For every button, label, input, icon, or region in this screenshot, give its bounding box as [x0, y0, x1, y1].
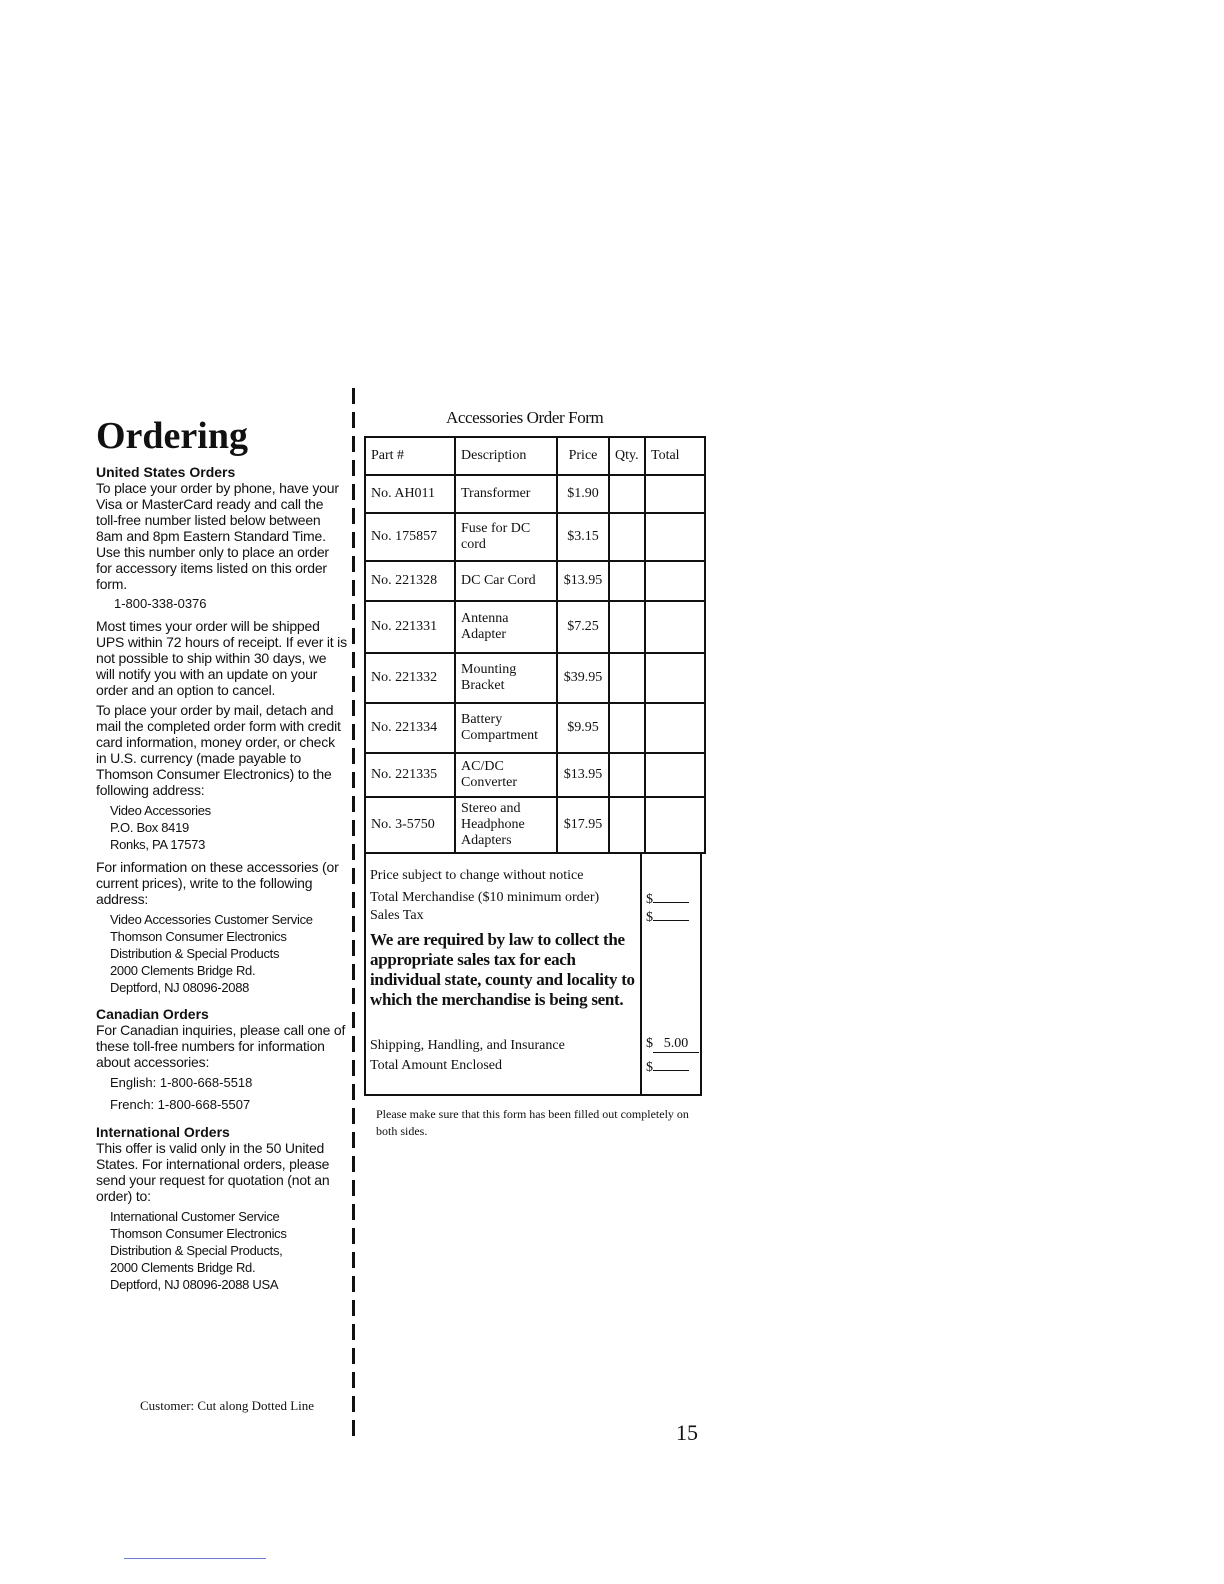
- table-row: [365, 753, 705, 797]
- canada-english-phone: English: 1-800-668-5518: [110, 1075, 253, 1090]
- table-row: [365, 653, 705, 703]
- item-price: $13.95: [557, 753, 609, 797]
- address-line: Distribution & Special Products: [110, 946, 280, 961]
- us-orders-phone-text: To place your order by phone, have your Visa or MasterCard ready and call the toll-free number listed below between 8am and 8pm Eastern Standard Time. Use this number only to place an order for accessory items listed on this order form.: [96, 480, 339, 592]
- dollar-sign: $: [646, 1036, 653, 1051]
- total-field[interactable]: [645, 561, 705, 601]
- item-price: $9.95: [557, 703, 609, 753]
- qty-field[interactable]: [609, 601, 645, 653]
- us-shipping-text: Most times your order will be shipped UPS within 72 hours of receipt. If ever it is not possible to ship within 30 days, we will notify you with an update on your order and an option to cancel.: [96, 618, 347, 698]
- address-line: Thomson Consumer Electronics: [110, 1226, 287, 1241]
- shipping-amount: [646, 1036, 699, 1053]
- shipping-value: 5.00: [653, 1036, 699, 1053]
- header-qty: Qty.: [609, 437, 645, 475]
- total-field[interactable]: [645, 513, 705, 561]
- header-total: Total: [645, 437, 705, 475]
- address-line: Thomson Consumer Electronics: [110, 929, 287, 944]
- item-description: Transformer: [455, 475, 557, 513]
- qty-field[interactable]: [609, 797, 645, 853]
- total-field[interactable]: [645, 601, 705, 653]
- order-summary: [364, 852, 702, 1096]
- item-price: $17.95: [557, 797, 609, 853]
- dollar-sign: $: [646, 1060, 653, 1075]
- qty-field[interactable]: [609, 653, 645, 703]
- canadian-orders-text: For Canadian inquiries, please call one of these toll-free numbers for information about accessories:: [96, 1022, 346, 1070]
- sales-tax-label: Sales Tax: [370, 908, 424, 923]
- part-number: No. 221332: [365, 653, 455, 703]
- us-phone-number: 1-800-338-0376: [114, 596, 207, 611]
- address-line: 2000 Clements Bridge Rd.: [110, 1260, 256, 1275]
- table-row: [365, 561, 705, 601]
- qty-field[interactable]: [609, 753, 645, 797]
- ordering-column: [96, 412, 348, 1299]
- header-part: Part #: [365, 437, 455, 475]
- item-description: Fuse for DC cord: [455, 513, 557, 561]
- order-form-title: Accessories Order Form: [446, 408, 604, 427]
- address-line: Ronks, PA 17573: [110, 837, 205, 852]
- total-field[interactable]: [645, 653, 705, 703]
- item-price: $1.90: [557, 475, 609, 513]
- item-description: Stereo and Headphone Adapters: [455, 797, 557, 853]
- part-number: No. 221335: [365, 753, 455, 797]
- part-number: No. AH011: [365, 475, 455, 513]
- address-line: Distribution & Special Products,: [110, 1243, 283, 1258]
- total-field[interactable]: [645, 753, 705, 797]
- item-description: Antenna Adapter: [455, 601, 557, 653]
- qty-field[interactable]: [609, 703, 645, 753]
- total-field[interactable]: [645, 797, 705, 853]
- item-price: $7.25: [557, 601, 609, 653]
- dollar-sign: $: [646, 910, 653, 925]
- us-orders-heading: United States Orders: [96, 464, 236, 480]
- form-footnote: Please make sure that this form has been filled out completely on both sides.: [376, 1107, 689, 1138]
- international-orders-heading: International Orders: [96, 1124, 230, 1140]
- item-description: AC/DC Converter: [455, 753, 557, 797]
- address-line: 2000 Clements Bridge Rd.: [110, 963, 256, 978]
- international-orders-text: This offer is valid only in the 50 United States. For international orders, please send your request for quotation (not an order) to:: [96, 1140, 330, 1204]
- header-description: Description: [455, 437, 557, 475]
- address-line: Deptford, NJ 08096-2088: [110, 980, 250, 995]
- header-price: Price: [557, 437, 609, 475]
- shipping-label: Shipping, Handling, and Insurance: [370, 1038, 565, 1053]
- dollar-sign: $: [646, 892, 653, 907]
- address-line: Video Accessories Customer Service: [110, 912, 313, 927]
- address-line: Deptford, NJ 08096-2088 USA: [110, 1277, 279, 1292]
- total-field[interactable]: [645, 475, 705, 513]
- us-info-text: For information on these accessories (or current prices), write to the following address:: [96, 859, 339, 907]
- qty-field[interactable]: [609, 475, 645, 513]
- price-notice: Price subject to change without notice: [370, 868, 584, 883]
- sales-tax-amount-field[interactable]: [646, 908, 689, 926]
- item-price: $13.95: [557, 561, 609, 601]
- item-description: DC Car Cord: [455, 561, 557, 601]
- canadian-orders-heading: Canadian Orders: [96, 1006, 209, 1022]
- part-number: No. 3-5750: [365, 797, 455, 853]
- international-address: [110, 1208, 348, 1293]
- item-price: $39.95: [557, 653, 609, 703]
- qty-field[interactable]: [609, 513, 645, 561]
- total-enclosed-field[interactable]: [646, 1058, 689, 1076]
- summary-divider: [640, 852, 642, 1094]
- us-mail-text: To place your order by mail, detach and mail the completed order form with credit card information, money order, or check in U.S. currency (made payable to Thomson Consumer Electronics) to the following address:: [96, 702, 341, 798]
- mail-address: [110, 802, 348, 853]
- page-title: Ordering: [96, 415, 248, 457]
- table-row: [365, 797, 705, 853]
- address-line: International Customer Service: [110, 1209, 280, 1224]
- total-enclosed-label: Total Amount Enclosed: [370, 1058, 503, 1073]
- part-number: No. 221331: [365, 601, 455, 653]
- bottom-rule: [124, 1558, 266, 1559]
- order-table: [364, 436, 706, 854]
- item-description: Mounting Bracket: [455, 653, 557, 703]
- item-description: Battery Compartment: [455, 703, 557, 753]
- merchandise-amount-field[interactable]: [646, 890, 689, 908]
- info-address: [110, 911, 348, 996]
- canada-french-phone: French: 1-800-668-5507: [110, 1097, 251, 1112]
- address-line: P.O. Box 8419: [110, 820, 189, 835]
- table-row: [365, 513, 705, 561]
- part-number: No. 175857: [365, 513, 455, 561]
- table-row: [365, 475, 705, 513]
- cut-instruction: Customer: Cut along Dotted Line: [140, 1398, 315, 1413]
- part-number: No. 221328: [365, 561, 455, 601]
- qty-field[interactable]: [609, 561, 645, 601]
- table-row: [365, 601, 705, 653]
- page-number: 15: [676, 1420, 698, 1445]
- sales-tax-notice: We are required by law to collect the appropriate sales tax for each individual state, county and locality to which the merchandise is being sent.: [370, 930, 635, 1009]
- merchandise-label: Total Merchandise ($10 minimum order): [370, 890, 600, 905]
- part-number: No. 221334: [365, 703, 455, 753]
- item-price: $3.15: [557, 513, 609, 561]
- total-field[interactable]: [645, 703, 705, 753]
- dotted-cut-line: [352, 388, 355, 1436]
- table-row: [365, 703, 705, 753]
- address-line: Video Accessories: [110, 803, 211, 818]
- table-header-row: [365, 437, 705, 475]
